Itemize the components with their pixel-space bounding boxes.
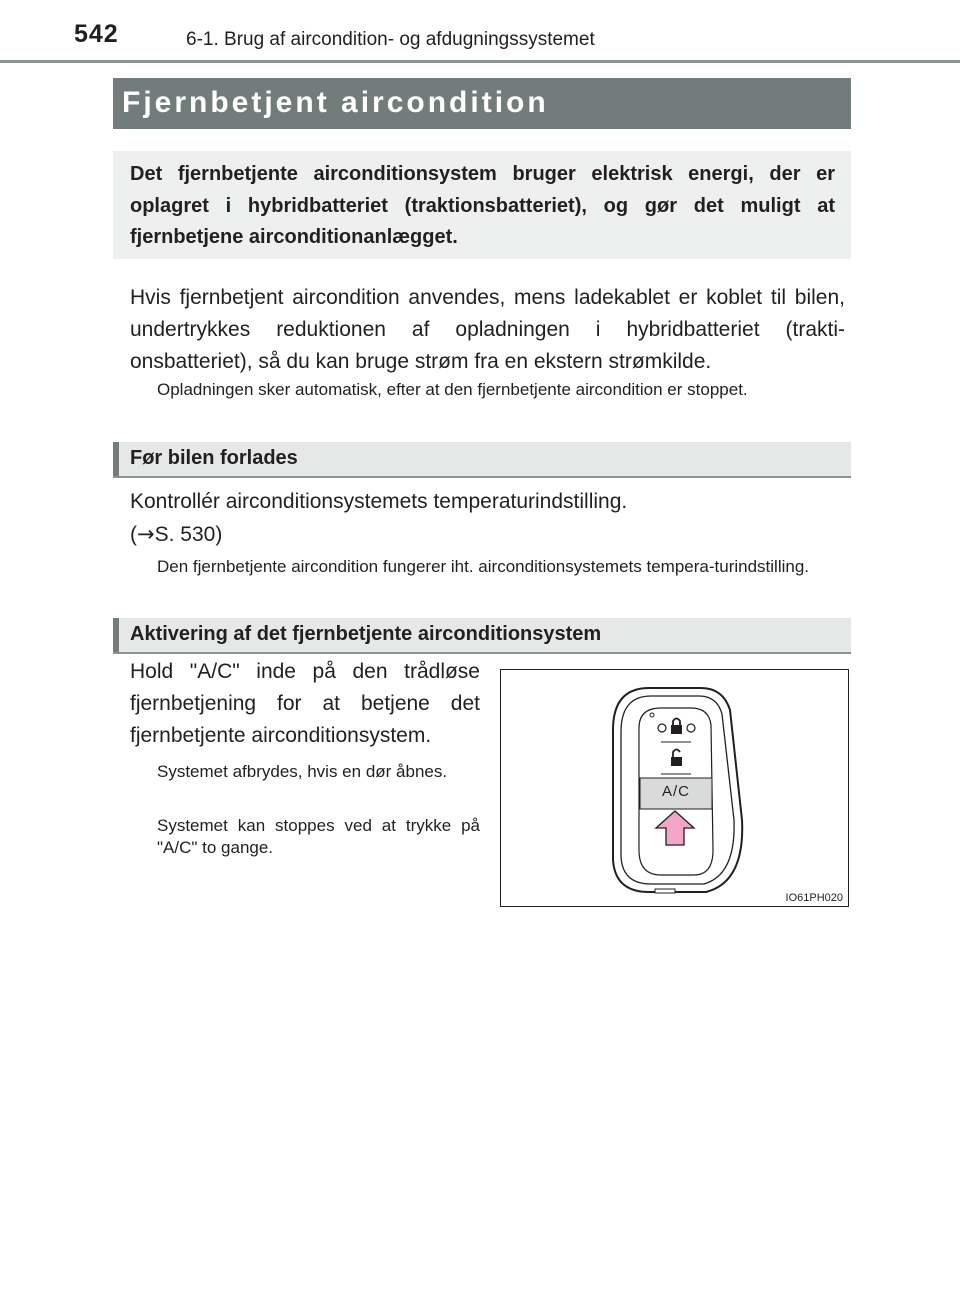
section1-text: Kontrollér airconditionsystemets temperaturindstilling. (130, 490, 628, 513)
section2-note-2: Systemet kan stoppes ved at trykke på "A/C" to gange. (157, 816, 480, 857)
header-divider (0, 60, 960, 63)
page-header (0, 0, 960, 64)
section1-note: Den fjernbetjente aircondition fungerer iht. airconditionsystemets tempera-turindstilling. (157, 557, 810, 576)
section-heading-before-leaving (113, 442, 851, 478)
paragraph-1: Hvis fjernbetjent aircondition anvendes, mens ladekablet er koblet til bilen, undertrykkes reduktionen af opladningen i hybridbatteriet (trakti-onsbatteriet), så du kan bruge strøm fra en ekstern strømkilde. (130, 286, 845, 373)
section2-text: Hold "A/C" inde på den trådløse fjernbetjening for at betjene det fjernbetjente airconditionsystem. (130, 660, 480, 747)
page-title-bar (113, 78, 851, 129)
section-breadcrumb: 6-1. Brug af aircondition- og afdugningssystemet (186, 29, 595, 50)
section-heading-activation (113, 618, 851, 654)
note-1: Opladningen sker automatisk, efter at den fjernbetjente aircondition er stoppet. (157, 380, 748, 399)
section-heading-label: Aktivering af det fjernbetjente airconditionsystem (130, 623, 602, 645)
intro-box (113, 151, 851, 259)
page-reference-label: S. 530 (154, 523, 216, 546)
section2-note-1: Systemet afbrydes, hvis en dør åbnes. (157, 762, 448, 781)
page-reference[interactable]: (→S. 530) (130, 522, 223, 546)
section-heading-label: Før bilen forlades (130, 447, 298, 469)
page-title: Fjernbetjent aircondition (122, 86, 549, 119)
page-number: 542 (74, 20, 119, 48)
key-fob-figure (500, 669, 849, 907)
arrow-right-icon: → (137, 522, 155, 546)
figure-code: IO61PH020 (785, 892, 843, 904)
ac-button-label: A/C (661, 783, 690, 800)
intro-text: Det fjernbetjente airconditionsystem bruger elektrisk energi, der er oplagret i hybridbatteriet (traktionsbatteriet), og gør det muligt at fjernbetjene airconditionanlægget. (130, 163, 835, 248)
